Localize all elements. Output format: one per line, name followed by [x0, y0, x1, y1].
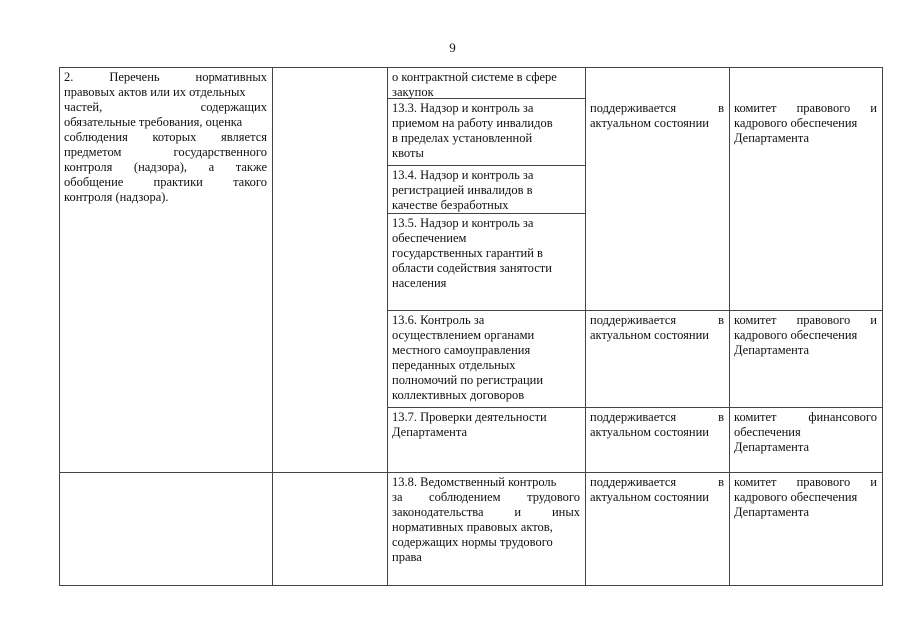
item-line: местного самоуправления [392, 343, 531, 357]
item-line: законодательства и иных [392, 505, 580, 519]
page-number: 9 [449, 40, 456, 55]
item-line: приемом на работу инвалидов [392, 116, 553, 130]
responsible-line: Департамента [734, 343, 810, 357]
description-line: контроля (надзора). [64, 190, 169, 204]
item-line: 13.3. Надзор и контроль за [392, 101, 534, 115]
item-line: нормативных правовых актов, [392, 520, 553, 534]
item-line: Департамента [392, 425, 468, 439]
description-line: 2. Перечень нормативных [64, 70, 267, 84]
item-cell [387, 214, 585, 291]
item-cell [387, 99, 585, 161]
description-line: контроля (надзора), а также [64, 160, 267, 174]
responsible-line: Департамента [734, 440, 810, 454]
responsible-cell [729, 99, 882, 146]
item-cell [387, 473, 585, 565]
responsible-line: комитет правового и [734, 475, 877, 489]
item-line: обеспечением [392, 231, 467, 245]
item-line: о контрактной системе в сфере [392, 70, 557, 84]
status-line: поддерживается в [590, 410, 724, 424]
item-line: области содействия занятости [392, 261, 552, 275]
status-cell [585, 473, 729, 505]
responsible-line: кадрового обеспечения [734, 490, 858, 504]
description-line: частей, содержащих [64, 100, 267, 114]
item-line: в пределах установленной [392, 131, 533, 145]
item-cell [387, 68, 585, 100]
description-line: обязательные требования, оценка [64, 115, 243, 129]
item-line: 13.6. Контроль за [392, 313, 485, 327]
description-line: соблюдения которых является [64, 130, 267, 144]
item-line: закупок [392, 85, 434, 99]
item-line: 13.4. Надзор и контроль за [392, 168, 534, 182]
item-line: коллективных договоров [392, 388, 525, 402]
status-cell [585, 408, 729, 440]
item-line: квоты [392, 146, 424, 160]
responsible-line: Департамента [734, 131, 810, 145]
responsible-line: кадрового обеспечения [734, 116, 858, 130]
requirements-description [59, 68, 272, 205]
responsible-cell [729, 311, 882, 358]
status-line: поддерживается в [590, 101, 724, 115]
status-cell [585, 311, 729, 343]
responsible-line: кадрового обеспечения [734, 328, 858, 342]
description-line: предметом государственного [64, 145, 267, 159]
item-line: переданных отдельных [392, 358, 516, 372]
status-line: поддерживается в [590, 313, 724, 327]
responsible-line: Департамента [734, 505, 810, 519]
status-line: поддерживается в [590, 475, 724, 489]
item-cell [387, 408, 585, 440]
responsible-cell [729, 473, 882, 520]
status-line: актуальном состоянии [590, 425, 709, 439]
item-line: содержащих нормы трудового [392, 535, 553, 549]
item-line: населения [392, 276, 447, 290]
item-line: 13.8. Ведомственный контроль [392, 475, 557, 489]
item-line: права [392, 550, 422, 564]
responsible-line: комитет правового и [734, 101, 877, 115]
item-line: качестве безработных [392, 198, 509, 212]
item-cell [387, 311, 585, 403]
item-cell [387, 166, 585, 213]
status-cell [585, 99, 729, 131]
item-line: осуществлением органами [392, 328, 535, 342]
responsible-line: комитет финансового [734, 410, 877, 424]
status-line: актуальном состоянии [590, 490, 709, 504]
responsible-line: обеспечения [734, 425, 801, 439]
item-line: государственных гарантий в [392, 246, 543, 260]
item-line: регистрацией инвалидов в [392, 183, 533, 197]
item-line: 13.7. Проверки деятельности [392, 410, 547, 424]
status-line: актуальном состоянии [590, 328, 709, 342]
description-line: обобщение практики такого [64, 175, 267, 189]
description-line: правовых актов или их отдельных [64, 85, 246, 99]
responsible-line: комитет правового и [734, 313, 877, 327]
item-line: за соблюдением трудового [392, 490, 580, 504]
status-line: актуальном состоянии [590, 116, 709, 130]
responsible-cell [729, 408, 882, 455]
item-line: 13.5. Надзор и контроль за [392, 216, 534, 230]
item-line: полномочий по регистрации [392, 373, 544, 387]
